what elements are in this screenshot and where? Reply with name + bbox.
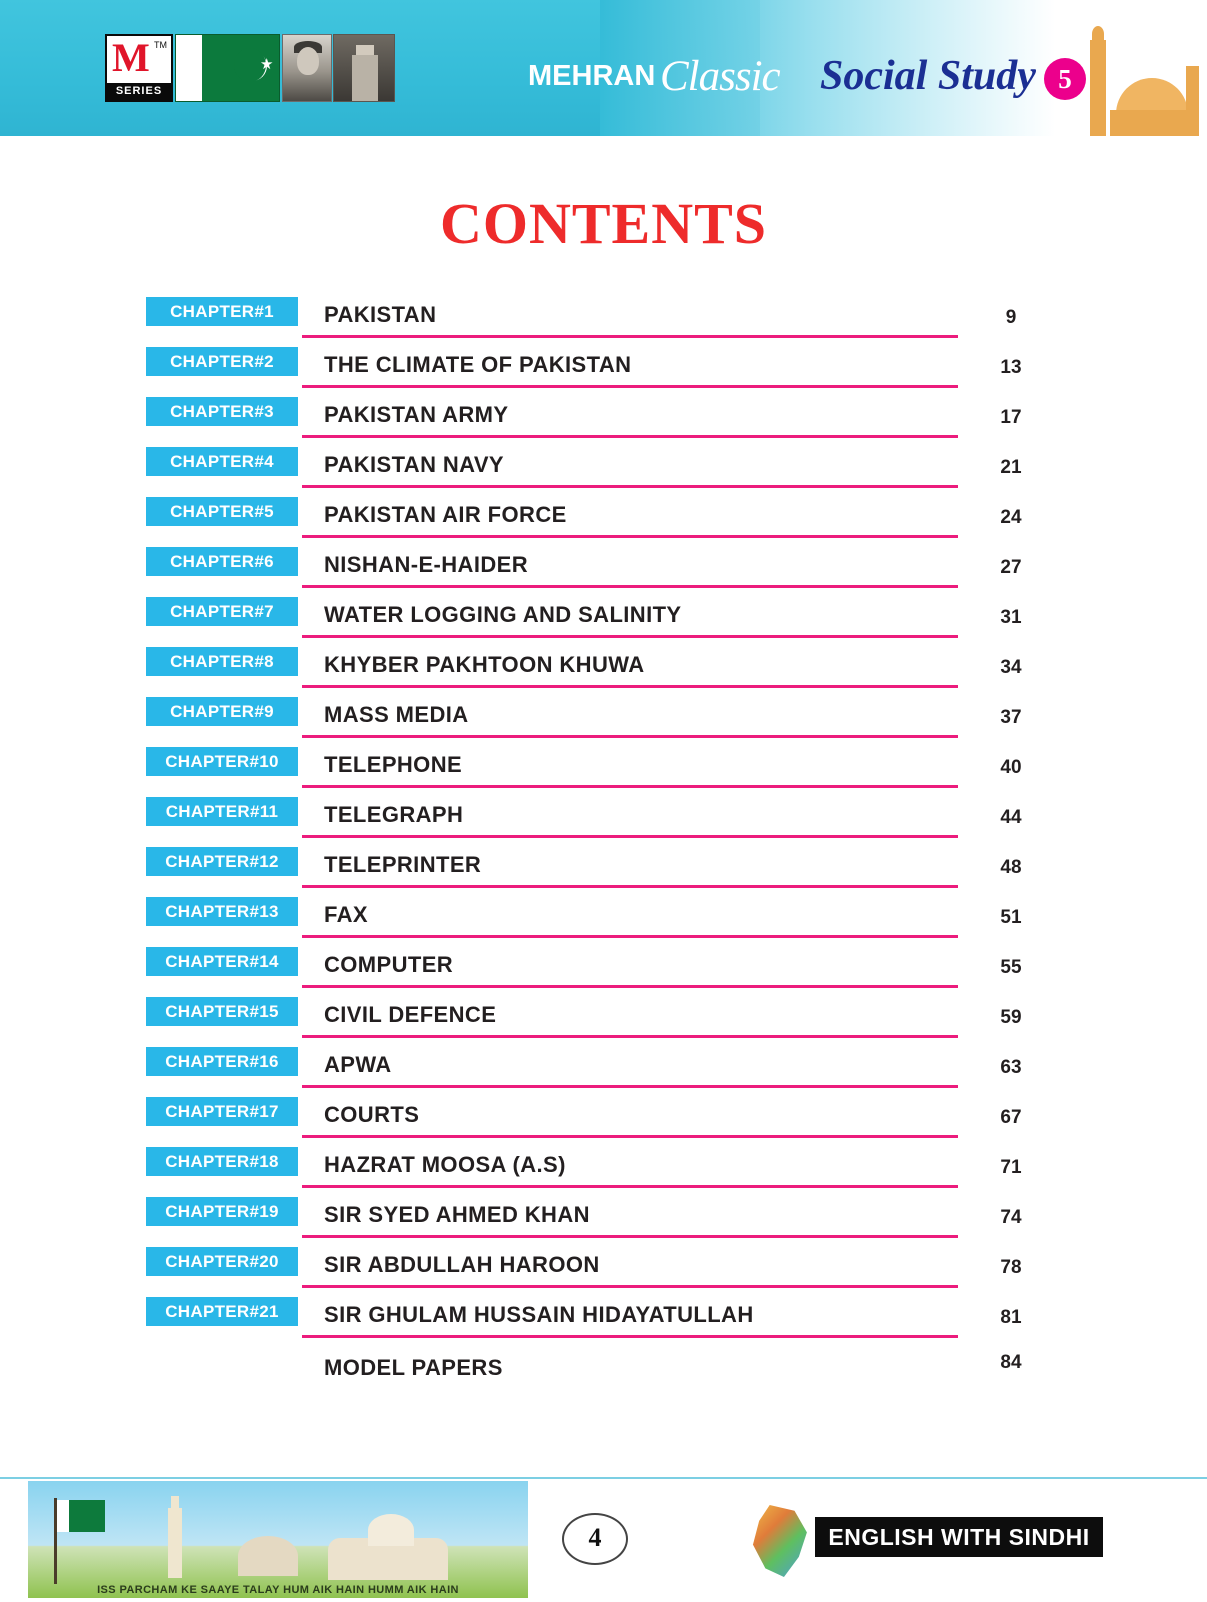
chapter-page-number: 21: [1000, 457, 1022, 478]
chapter-chip[interactable]: CHAPTER#2: [146, 347, 298, 376]
chapter-page-number: 71: [1000, 1157, 1022, 1178]
chapter-page-number: 67: [1000, 1107, 1022, 1128]
table-of-contents: [146, 297, 1066, 1397]
mosque-base-shape: [1110, 110, 1198, 136]
chapter-title[interactable]: PAKISTAN AIR FORCE: [324, 502, 567, 527]
footer-tagline: ENGLISH WITH SINDHI: [815, 1517, 1103, 1557]
toc-row[interactable]: [146, 347, 1066, 397]
chapter-title[interactable]: MODEL PAPERS: [324, 1355, 503, 1380]
row-divider: [302, 1285, 958, 1288]
footer-minar-shape: [168, 1508, 182, 1578]
row-divider: [302, 435, 958, 438]
founder-photo: [282, 34, 332, 102]
pakistan-flag-image: [175, 34, 280, 102]
chapter-page-number: 13: [1000, 357, 1022, 378]
chapter-page-number: 40: [1000, 757, 1022, 778]
chapter-title[interactable]: NISHAN-E-HAIDER: [324, 552, 528, 577]
flag-white-stripe: [176, 35, 202, 101]
chapter-page-number: 55: [1000, 957, 1022, 978]
publisher-logo: [105, 34, 173, 102]
chapter-chip[interactable]: CHAPTER#18: [146, 1147, 298, 1176]
row-divider: [302, 885, 958, 888]
page-header: [0, 0, 1207, 136]
row-divider: [302, 385, 958, 388]
chapter-chip[interactable]: CHAPTER#14: [146, 947, 298, 976]
toc-row[interactable]: [146, 1047, 1066, 1097]
toc-row[interactable]: [146, 1147, 1066, 1197]
row-divider: [302, 1135, 958, 1138]
toc-row[interactable]: [146, 1247, 1066, 1297]
row-divider: [302, 485, 958, 488]
chapter-title[interactable]: SIR ABDULLAH HAROON: [324, 1252, 600, 1277]
row-divider: [302, 1235, 958, 1238]
chapter-chip[interactable]: CHAPTER#15: [146, 997, 298, 1026]
row-divider: [302, 335, 958, 338]
chapter-chip[interactable]: CHAPTER#13: [146, 897, 298, 926]
chapter-title[interactable]: KHYBER PAKHTOON KHUWA: [324, 652, 645, 677]
chapter-page-number: 44: [1000, 807, 1022, 828]
chapter-title[interactable]: WATER LOGGING AND SALINITY: [324, 602, 682, 627]
face-shape: [297, 47, 319, 75]
toc-row[interactable]: [146, 1297, 1066, 1347]
monument-photo: [333, 34, 395, 102]
chapter-chip[interactable]: CHAPTER#11: [146, 797, 298, 826]
chapter-page-number: 37: [1000, 707, 1022, 728]
toc-row[interactable]: [146, 897, 1066, 947]
row-divider: [302, 835, 958, 838]
chapter-page-number: 31: [1000, 607, 1022, 628]
chapter-chip[interactable]: CHAPTER#21: [146, 1297, 298, 1326]
subject-title: Social Study: [820, 53, 1036, 99]
chapter-page-number: 24: [1000, 507, 1022, 528]
chapter-page-number: 17: [1000, 407, 1022, 428]
toc-row[interactable]: [146, 1197, 1066, 1247]
toc-row[interactable]: [146, 797, 1066, 847]
footer-dome-shape: [368, 1514, 414, 1546]
chapter-page-number: 9: [1005, 307, 1017, 328]
toc-row[interactable]: [146, 1347, 1066, 1397]
toc-row[interactable]: [146, 447, 1066, 497]
toc-row[interactable]: [146, 597, 1066, 647]
chapter-title[interactable]: SIR GHULAM HUSSAIN HIDAYATULLAH: [324, 1302, 754, 1327]
chapter-chip[interactable]: CHAPTER#20: [146, 1247, 298, 1276]
chapter-chip[interactable]: CHAPTER#1: [146, 297, 298, 326]
logo-letter: M: [112, 35, 150, 80]
page-footer: [0, 1477, 1207, 1600]
toc-row[interactable]: [146, 697, 1066, 747]
tower-shape: [352, 55, 378, 101]
trademark-icon: TM: [154, 40, 167, 50]
chapter-title[interactable]: TELEGRAPH: [324, 802, 464, 827]
chapter-page-number: 81: [1000, 1307, 1022, 1328]
chapter-chip[interactable]: CHAPTER#9: [146, 697, 298, 726]
row-divider: [302, 635, 958, 638]
logo-series-label: SERIES: [107, 83, 171, 100]
toc-row[interactable]: [146, 1097, 1066, 1147]
footer-dome-secondary: [238, 1536, 298, 1576]
chapter-page-number: 63: [1000, 1057, 1022, 1078]
chapter-page-number: 78: [1000, 1257, 1022, 1278]
chapter-chip[interactable]: CHAPTER#6: [146, 547, 298, 576]
chapter-title[interactable]: TELEPRINTER: [324, 852, 482, 877]
chapter-title[interactable]: PAKISTAN NAVY: [324, 452, 504, 477]
chapter-title[interactable]: HAZRAT MOOSA (A.S): [324, 1152, 566, 1177]
row-divider: [302, 1085, 958, 1088]
row-divider: [302, 1185, 958, 1188]
toc-row[interactable]: [146, 547, 1066, 597]
row-divider: [302, 1335, 958, 1338]
flag-star-icon: ★: [260, 56, 274, 73]
brand-mehran: MEHRAN: [528, 60, 656, 92]
chapter-chip[interactable]: CHAPTER#8: [146, 647, 298, 676]
footer-landscape-image: [28, 1481, 528, 1598]
toc-row[interactable]: [146, 847, 1066, 897]
chapter-title[interactable]: TELEPHONE: [324, 752, 463, 777]
toc-row[interactable]: [146, 747, 1066, 797]
chapter-title[interactable]: MASS MEDIA: [324, 702, 469, 727]
chapter-chip[interactable]: CHAPTER#5: [146, 497, 298, 526]
row-divider: [302, 735, 958, 738]
chapter-page-number: 74: [1000, 1207, 1022, 1228]
chapter-title[interactable]: PAKISTAN: [324, 302, 437, 327]
chapter-chip[interactable]: CHAPTER#16: [146, 1047, 298, 1076]
chapter-chip[interactable]: CHAPTER#7: [146, 597, 298, 626]
chapter-chip[interactable]: CHAPTER#4: [146, 447, 298, 476]
chapter-page-number: 48: [1000, 857, 1022, 878]
toc-row[interactable]: [146, 947, 1066, 997]
brand-classic: Classic: [660, 53, 780, 100]
row-divider: [302, 785, 958, 788]
chapter-chip[interactable]: CHAPTER#10: [146, 747, 298, 776]
toc-row[interactable]: [146, 297, 1066, 347]
chapter-chip[interactable]: CHAPTER#3: [146, 397, 298, 426]
row-divider: [302, 1035, 958, 1038]
toc-row[interactable]: [146, 647, 1066, 697]
row-divider: [302, 935, 958, 938]
chapter-chip[interactable]: CHAPTER#19: [146, 1197, 298, 1226]
chapter-page-number: 34: [1000, 657, 1022, 678]
toc-row[interactable]: [146, 997, 1066, 1047]
page-number-badge: 4: [562, 1513, 628, 1565]
page-title: CONTENTS: [439, 191, 768, 256]
minaret-shape: [1090, 40, 1106, 136]
chapter-title[interactable]: COMPUTER: [324, 952, 454, 977]
chapter-title[interactable]: FAX: [324, 902, 368, 927]
chapter-chip[interactable]: CHAPTER#12: [146, 847, 298, 876]
minaret-cap-shape: [1092, 26, 1104, 42]
toc-row[interactable]: [146, 397, 1066, 447]
mosque-illustration: [1082, 18, 1202, 136]
chapter-page-number: 59: [1000, 1007, 1022, 1028]
chapter-title[interactable]: THE CLIMATE OF PAKISTAN: [324, 352, 632, 377]
row-divider: [302, 585, 958, 588]
row-divider: [302, 985, 958, 988]
chapter-title[interactable]: COURTS: [324, 1102, 420, 1127]
mosque-side-shape: [1186, 66, 1199, 136]
chapter-title[interactable]: APWA: [324, 1052, 392, 1077]
chapter-page-number: 27: [1000, 557, 1022, 578]
row-divider: [302, 685, 958, 688]
chapter-title[interactable]: PAKISTAN ARMY: [324, 402, 509, 427]
grade-badge: 5: [1044, 58, 1086, 100]
chapter-page-number: 84: [1000, 1352, 1022, 1373]
toc-row[interactable]: [146, 497, 1066, 547]
row-divider: [302, 535, 958, 538]
footer-caption: ISS PARCHAM KE SAAYE TALAY HUM AIK HAIN HUMM AIK HAIN: [97, 1584, 459, 1596]
chapter-title[interactable]: SIR SYED AHMED KHAN: [324, 1202, 590, 1227]
footer-minar-top-shape: [171, 1496, 179, 1510]
chapter-title[interactable]: CIVIL DEFENCE: [324, 1002, 497, 1027]
chapter-page-number: 51: [1000, 907, 1022, 928]
chapter-chip[interactable]: CHAPTER#17: [146, 1097, 298, 1126]
footer-flag-stripe: [57, 1500, 69, 1532]
